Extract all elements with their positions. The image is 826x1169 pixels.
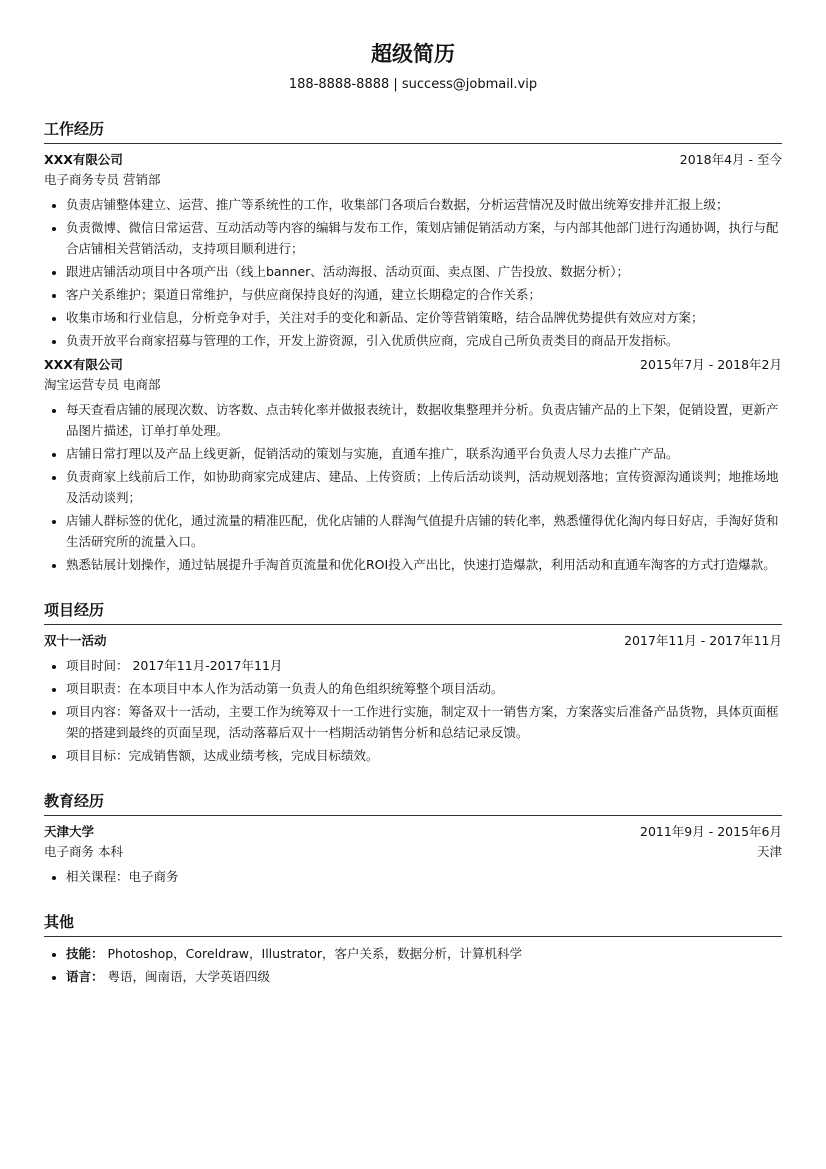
list-item: • 相关课程：电子商务 (66, 866, 782, 887)
contact-line: 188-8888-8888 | success@jobmail.vip (288, 77, 538, 92)
other-section (44, 911, 782, 987)
work-section (44, 118, 782, 575)
project-name: 双十一活动 (44, 633, 107, 648)
list-item: • 负责微博、微信日常运营、互动活动等内容的编辑与发布工作，策划店铺促销活动方案，与内部其他部门进行沟通协调，执行与配合店铺相关营销活动，支持项目顺利进行； (66, 217, 782, 259)
education-date: 2011年9月 - 2015年6月 (640, 824, 782, 839)
list-item: • 项目内容：筹备双十一活动，主要工作为统筹双十一工作进行实施，制定双十一销售方案，方案落实后准备产品货物，具体页面框架的搭建到最终的页面呈现，活动落幕后双十一档期活动销售分析和总结记录反馈。 (66, 701, 782, 743)
list-item: • 负责开放平台商家招募与管理的工作，开发上游资源，引入优质供应商，完成自己所负责类目的商品开发指标。 (66, 330, 782, 351)
list-item: • 跟进店铺活动项目中各项产出（线上banner、活动海报、活动页面、卖点图、广告投放、数据分析）； (66, 261, 782, 282)
work-entry-date: 2018年4月 - 至今 (679, 152, 782, 167)
resume-name: 超级简历 (371, 42, 455, 66)
education-bullets (44, 866, 782, 887)
list-item: • 店铺人群标签的优化，通过流量的精准匹配，优化店铺的人群淘气值提升店铺的转化率，熟悉懂得优化淘内每日好店，手淘好货和生活研究所的流量入口。 (66, 510, 782, 552)
work-entry-role: 电子商务专员 营销部 (44, 172, 161, 187)
work-entry-org: XXX有限公司 (44, 152, 123, 167)
other-bullets (44, 943, 782, 987)
list-item: • 项目职责：在本项目中本人作为活动第一负责人的角色组织统筹整个项目活动。 (66, 678, 782, 699)
list-item: • 项目目标：完成销售额，达成业绩考核，完成目标绩效。 (66, 745, 782, 766)
skills-label: 技能： (66, 946, 104, 961)
work-entry-org: XXX有限公司 (44, 357, 123, 372)
list-item: • 收集市场和行业信息，分析竞争对手，关注对手的变化和新品、定价等营销策略，结合品牌优势提供有效应对方案； (66, 307, 782, 328)
list-item: • 熟悉钻展计划操作，通过钻展提升手淘首页流量和优化ROI投入产出比，快速打造爆款，利用活动和直通车淘客的方式打造爆款。 (66, 554, 782, 575)
education-location: 天津 (756, 844, 782, 859)
work-entry-2 (44, 355, 782, 575)
list-item: • 客户关系维护；渠道日常维护，与供应商保持良好的沟通，建立长期稳定的合作关系； (66, 284, 782, 305)
work-section-title: 工作经历 (44, 118, 782, 144)
list-item: • 负责店铺整体建立、运营、推广等系统性的工作，收集部门各项后台数据，分析运营情况及时做出统筹安排并汇报上级； (66, 194, 782, 215)
list-item: • 负责商家上线前后工作，如协助商家完成建店、建品、上传资质；上传后活动谈判，活动规划落地；宣传资源沟通谈判；地推场地及活动谈判； (66, 466, 782, 508)
work-entry-bullets (44, 194, 782, 351)
school-name: 天津大学 (44, 824, 95, 839)
skills-value: Photoshop，Coreldraw，Illustrator，客户关系，数据分析，计算机科学 (103, 946, 522, 961)
list-item: • 项目时间： 2017年11月-2017年11月 (66, 655, 782, 676)
education-major: 电子商务 本科 (44, 844, 123, 859)
project-section (44, 599, 782, 766)
project-bullets (44, 655, 782, 766)
project-section-title: 项目经历 (44, 599, 782, 625)
project-date: 2017年11月 - 2017年11月 (624, 633, 782, 648)
languages-item (66, 966, 782, 987)
work-entry-date: 2015年7月 - 2018年2月 (640, 357, 782, 372)
list-item: • 店铺日常打理以及产品上线更新，促销活动的策划与实施，直通车推广，联系沟通平台负责人尽力去推广产品。 (66, 443, 782, 464)
list-item: • 每天查看店铺的展现次数、访客数、点击转化率并做报表统计，数据收集整理并分析。负责店铺产品的上下架，促销设置，更新产品图片描述，订单打单处理。 (66, 399, 782, 441)
work-entry-1 (44, 150, 782, 351)
skills-item (66, 943, 782, 964)
education-section-title: 教育经历 (44, 790, 782, 816)
other-section-title: 其他 (44, 911, 782, 937)
work-entry-role: 淘宝运营专员 电商部 (44, 377, 161, 392)
education-section (44, 790, 782, 887)
languages-label: 语言： (66, 969, 104, 984)
work-entry-bullets (44, 399, 782, 575)
languages-value: 粤语，闽南语，大学英语四级 (103, 969, 270, 984)
